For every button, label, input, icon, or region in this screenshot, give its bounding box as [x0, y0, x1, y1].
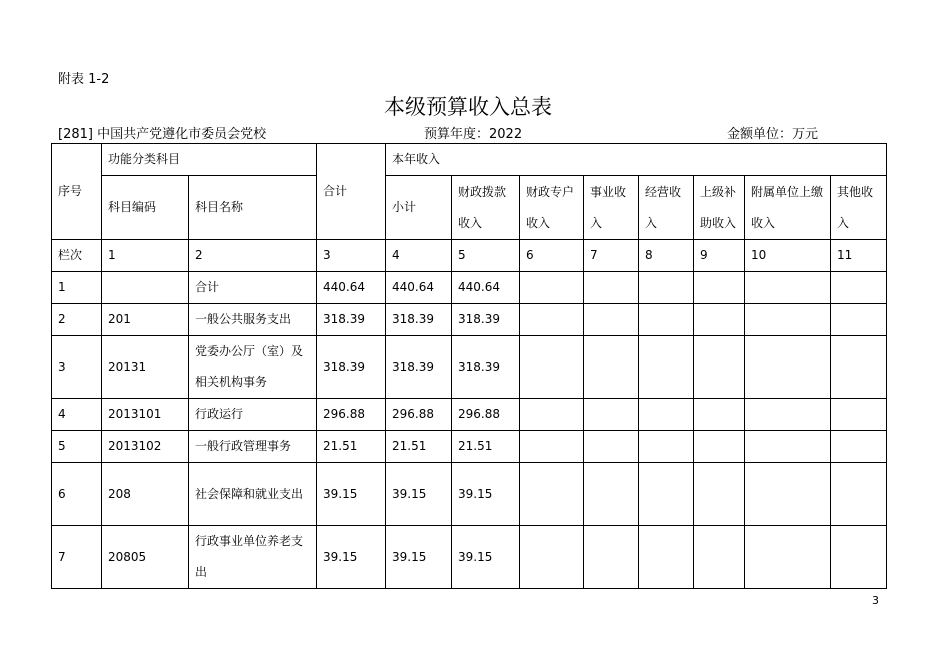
header-current-income: 本年收入 — [386, 144, 887, 176]
row-empty-cell — [639, 526, 694, 589]
row-empty-cell — [520, 431, 584, 463]
row-empty-cell — [745, 399, 831, 431]
row-empty-cell — [520, 272, 584, 304]
row-empty-cell — [694, 304, 745, 336]
table-row — [52, 336, 887, 399]
index-cell: 8 — [639, 240, 694, 272]
row-empty-cell — [584, 336, 639, 399]
row-fiscal-alloc: 21.51 — [452, 431, 520, 463]
row-fiscal-alloc: 318.39 — [452, 336, 520, 399]
row-empty-cell — [745, 336, 831, 399]
row-subtotal: 39.15 — [386, 463, 452, 526]
row-empty-cell — [584, 304, 639, 336]
row-code: 20805 — [102, 526, 189, 589]
row-code: 208 — [102, 463, 189, 526]
row-empty-cell — [694, 463, 745, 526]
row-empty-cell — [520, 304, 584, 336]
row-empty-cell — [520, 399, 584, 431]
table-row — [52, 463, 887, 526]
header-superior-subsidy: 上级补助收入 — [694, 176, 745, 240]
row-empty-cell — [831, 463, 887, 526]
row-empty-cell — [639, 304, 694, 336]
row-fiscal-alloc: 296.88 — [452, 399, 520, 431]
row-seq: 7 — [52, 526, 102, 589]
appendix-label: 附表 1-2 — [58, 72, 110, 87]
row-name: 社会保障和就业支出 — [189, 463, 317, 526]
row-empty-cell — [745, 304, 831, 336]
row-name: 一般公共服务支出 — [189, 304, 317, 336]
header-name: 科目名称 — [189, 176, 317, 240]
row-empty-cell — [584, 399, 639, 431]
index-cell: 10 — [745, 240, 831, 272]
table-row — [52, 304, 887, 336]
row-subtotal: 39.15 — [386, 526, 452, 589]
page-title: 本级预算收入总表 — [384, 95, 552, 119]
row-empty-cell — [639, 463, 694, 526]
row-name: 一般行政管理事务 — [189, 431, 317, 463]
index-cell: 5 — [452, 240, 520, 272]
page-number: 3 — [872, 594, 879, 607]
row-fiscal-alloc: 318.39 — [452, 304, 520, 336]
row-seq: 1 — [52, 272, 102, 304]
index-cell: 4 — [386, 240, 452, 272]
header-code: 科目编码 — [102, 176, 189, 240]
row-empty-cell — [831, 399, 887, 431]
row-empty-cell — [639, 399, 694, 431]
header-affiliated: 附属单位上缴收入 — [745, 176, 831, 240]
unit-code-name: [281] 中国共产党遵化市委员会党校 — [58, 127, 267, 142]
header-fiscal-special: 财政专户收入 — [520, 176, 584, 240]
row-subtotal: 440.64 — [386, 272, 452, 304]
index-cell: 9 — [694, 240, 745, 272]
row-empty-cell — [520, 463, 584, 526]
index-label: 栏次 — [52, 240, 102, 272]
row-empty-cell — [831, 431, 887, 463]
row-subtotal: 318.39 — [386, 336, 452, 399]
row-empty-cell — [584, 272, 639, 304]
row-name: 合计 — [189, 272, 317, 304]
row-name: 行政运行 — [189, 399, 317, 431]
row-code: 201 — [102, 304, 189, 336]
table-row — [52, 526, 887, 589]
row-empty-cell — [520, 336, 584, 399]
header-other: 其他收入 — [831, 176, 887, 240]
row-empty-cell — [584, 463, 639, 526]
row-empty-cell — [831, 336, 887, 399]
index-row — [52, 240, 887, 272]
row-empty-cell — [745, 526, 831, 589]
row-total: 440.64 — [317, 272, 386, 304]
row-empty-cell — [831, 272, 887, 304]
row-empty-cell — [584, 431, 639, 463]
row-empty-cell — [831, 304, 887, 336]
row-subtotal: 21.51 — [386, 431, 452, 463]
budget-income-table — [51, 143, 887, 589]
row-subtotal: 318.39 — [386, 304, 452, 336]
row-total: 21.51 — [317, 431, 386, 463]
row-empty-cell — [694, 399, 745, 431]
row-empty-cell — [694, 431, 745, 463]
row-seq: 2 — [52, 304, 102, 336]
header-row-2 — [52, 176, 887, 240]
amount-unit: 金额单位：万元 — [727, 127, 819, 142]
row-total: 39.15 — [317, 526, 386, 589]
index-cell: 6 — [520, 240, 584, 272]
table-row — [52, 272, 887, 304]
row-empty-cell — [639, 336, 694, 399]
row-name: 行政事业单位养老支出 — [189, 526, 317, 589]
header-seq: 序号 — [52, 144, 102, 240]
row-code: 2013102 — [102, 431, 189, 463]
header-total: 合计 — [317, 144, 386, 240]
row-fiscal-alloc: 39.15 — [452, 526, 520, 589]
row-empty-cell — [520, 526, 584, 589]
row-seq: 5 — [52, 431, 102, 463]
index-cell: 11 — [831, 240, 887, 272]
row-total: 318.39 — [317, 336, 386, 399]
row-empty-cell — [584, 526, 639, 589]
index-cell: 1 — [102, 240, 189, 272]
row-empty-cell — [694, 336, 745, 399]
header-fiscal-alloc: 财政拨款收入 — [452, 176, 520, 240]
index-cell: 3 — [317, 240, 386, 272]
row-empty-cell — [745, 272, 831, 304]
row-empty-cell — [694, 272, 745, 304]
budget-year: 预算年度：2022 — [424, 127, 523, 142]
row-code: 2013101 — [102, 399, 189, 431]
row-seq: 6 — [52, 463, 102, 526]
header-row-1 — [52, 144, 887, 176]
row-empty-cell — [745, 463, 831, 526]
table-row — [52, 399, 887, 431]
row-total: 39.15 — [317, 463, 386, 526]
header-operating: 经营收入 — [639, 176, 694, 240]
row-fiscal-alloc: 440.64 — [452, 272, 520, 304]
row-empty-cell — [745, 431, 831, 463]
row-empty-cell — [639, 431, 694, 463]
row-seq: 3 — [52, 336, 102, 399]
row-empty-cell — [639, 272, 694, 304]
row-seq: 4 — [52, 399, 102, 431]
row-subtotal: 296.88 — [386, 399, 452, 431]
header-func-category: 功能分类科目 — [102, 144, 317, 176]
row-total: 296.88 — [317, 399, 386, 431]
header-subtotal: 小计 — [386, 176, 452, 240]
row-code: 20131 — [102, 336, 189, 399]
header-business: 事业收入 — [584, 176, 639, 240]
row-empty-cell — [831, 526, 887, 589]
row-total: 318.39 — [317, 304, 386, 336]
row-name: 党委办公厅（室）及相关机构事务 — [189, 336, 317, 399]
index-cell: 7 — [584, 240, 639, 272]
row-code — [102, 272, 189, 304]
table-row — [52, 431, 887, 463]
row-fiscal-alloc: 39.15 — [452, 463, 520, 526]
row-empty-cell — [694, 526, 745, 589]
index-cell: 2 — [189, 240, 317, 272]
